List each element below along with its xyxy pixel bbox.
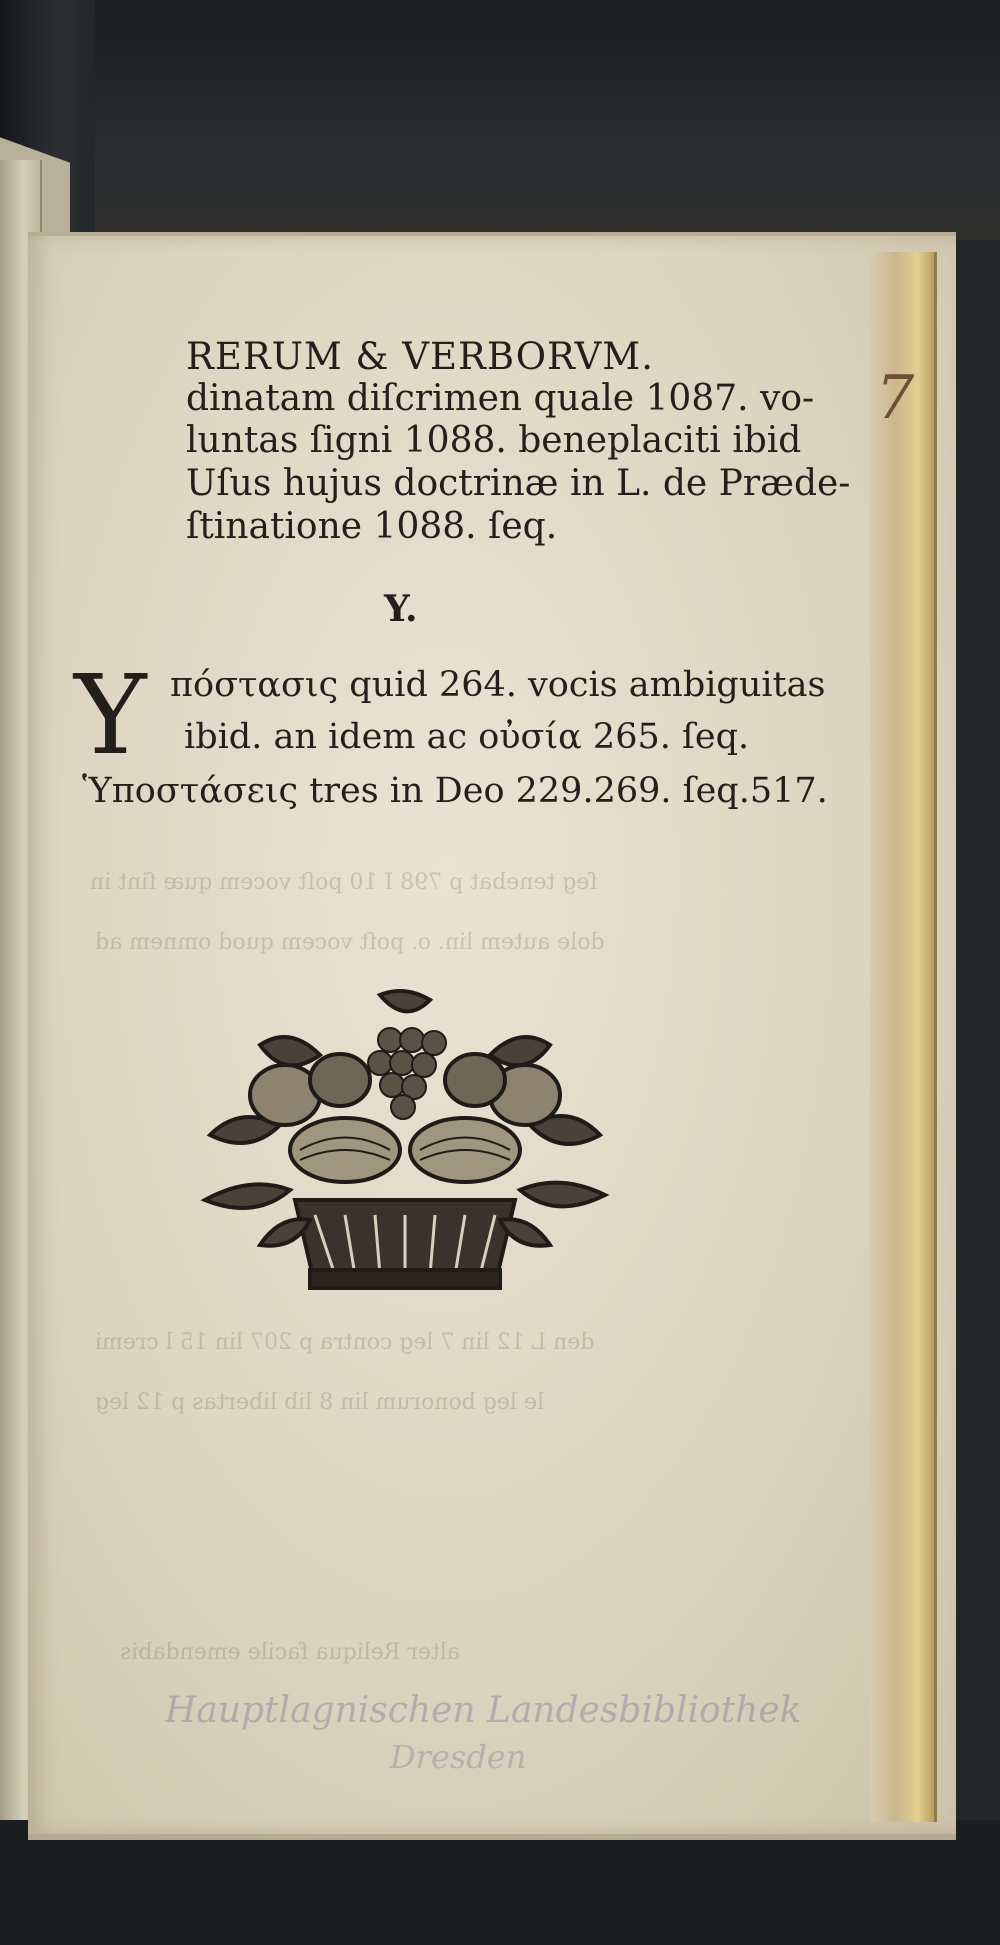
library-stamp: Hauptlagnischen Landesbibliothek	[165, 1690, 802, 1731]
edge-pencil-mark: 7	[876, 363, 915, 433]
bleed-through-text: ſeg tenebat p 798 I 10 poſt vocem quæ ſint in	[90, 870, 598, 895]
bleed-through-text: dole autem lin. o. poſt vocem quod omnem ad	[95, 930, 605, 955]
text-line-2: luntas ſigni 1088. beneplaciti ibid	[186, 420, 802, 461]
drop-capital: Y	[74, 651, 147, 779]
entry-line-2: ibid. an idem ac οὐσία 265. ſeq.	[184, 717, 750, 757]
text-line-1: dinatam diſcrimen quale 1087. vo-	[186, 378, 815, 419]
cloth-background-top	[0, 0, 1000, 240]
bleed-through-text: le leg bonorum lin 8 lib libertas p 12 leg	[95, 1390, 544, 1415]
text-line-3: Uſus hujus doctrinæ in L. de Præde-	[186, 463, 851, 504]
entry-line-3: Ὑποστάσεις tres in Deo 229.269. ſeq.517.	[82, 771, 828, 811]
page-fore-edge	[870, 252, 937, 1822]
entry-line-1: πόστασις quid 264. vocis ambiguitas	[170, 665, 826, 705]
library-stamp-city: Dresden	[390, 1738, 527, 1776]
running-header: RERUM & VERBORVM.	[186, 335, 654, 378]
bleed-through-text: den L 12 lin 7 leg contra p 207 lin 15 l cremi	[95, 1330, 595, 1355]
bleed-through-text: alter Reliqua facile emendabis	[120, 1640, 460, 1665]
fruit-basket-icon	[200, 985, 610, 1295]
section-heading: Y.	[384, 588, 418, 630]
text-line-4: ſtinatione 1088. ſeq.	[186, 506, 558, 547]
